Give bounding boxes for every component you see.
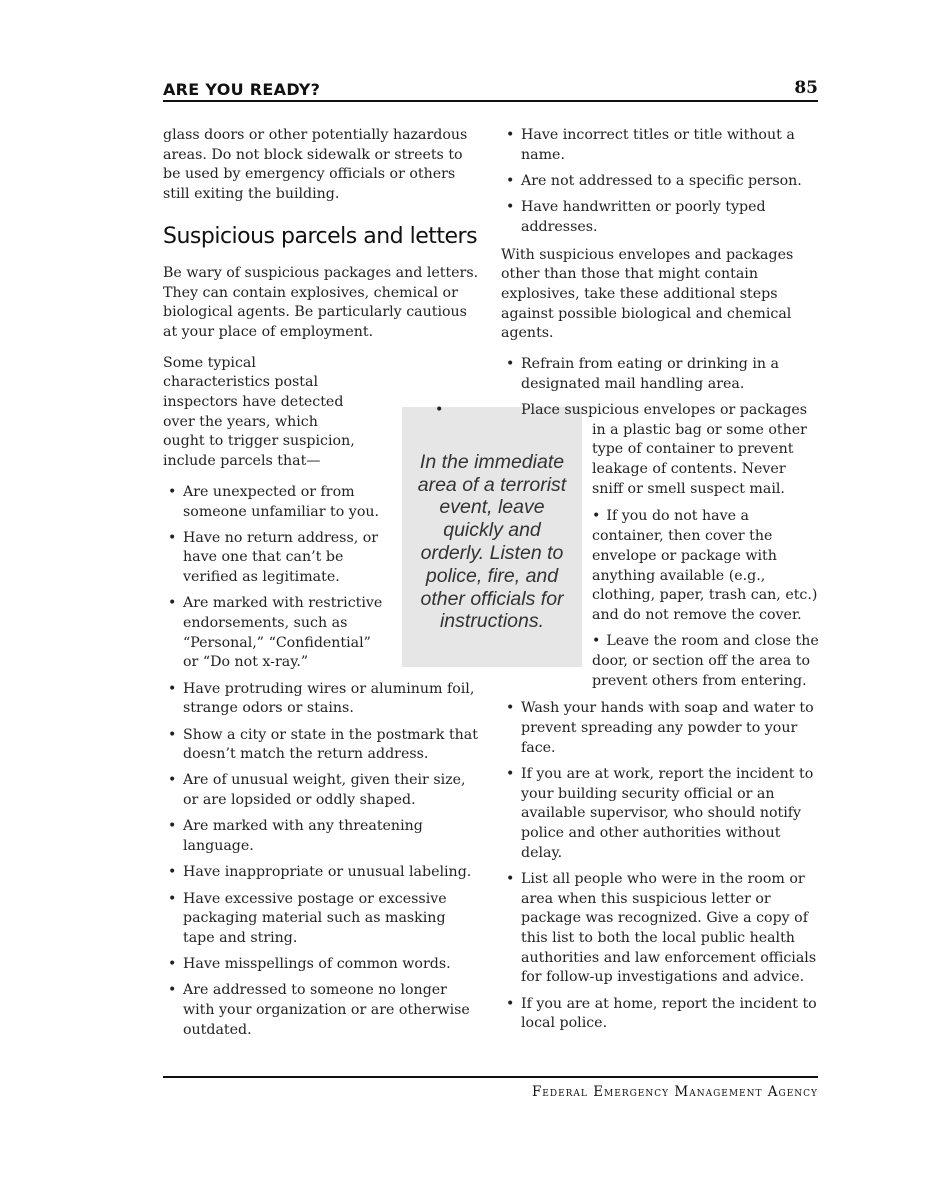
list-item: • Have inappropriate or unusual labeling. xyxy=(163,863,481,883)
list-item: • If you are at work, report the incident to your building security official or an available supervisor, who should notify police and other authorities without delay. xyxy=(501,765,821,864)
bullet-dot-icon: • xyxy=(592,633,601,650)
list-item: • Are marked with restrictive endorsements, such as “Personal,” “Confidential” or “Do not x-ray.” xyxy=(163,594,388,673)
footer-rule xyxy=(163,1076,818,1078)
paragraph-warning: Be wary of suspicious packages and letters. They can contain explosives, chemical or biological agents. Be particularly cautious at your place of employment. xyxy=(163,264,479,340)
sub-list-item xyxy=(592,632,821,691)
list-item: • Have handwritten or poorly typed addresses. xyxy=(501,198,821,237)
list-item: • Are marked with any threatening language. xyxy=(163,817,481,856)
list-item: • Have no return address, or have one that can’t be verified as legitimate. xyxy=(163,529,388,588)
page-number: 85 xyxy=(794,78,818,98)
right-column xyxy=(501,126,821,1042)
bullet-dot-icon: • xyxy=(592,508,601,525)
steps-list xyxy=(501,355,821,499)
sub-list-text: If you do not have a container, then cover the envelope or package with anything available (e.g., clothing, paper, trash can, etc.) and do not remove the cover. xyxy=(592,508,818,623)
list-item: • Are of unusual weight, given their size, or are lopsided or oddly shaped. xyxy=(163,771,481,810)
list-item: • Are unexpected or from someone unfamiliar to you. xyxy=(163,483,388,522)
list-item: • Have protruding wires or aluminum foil, strange odors or stains. xyxy=(163,680,481,719)
address-characteristics-list xyxy=(501,126,821,238)
list-item: • If you are at home, report the incident to local police. xyxy=(501,995,821,1034)
list-item: • Place suspicious envelopes or packages in a plastic bag or some other type of container to prevent leakage of contents. Never sniff or smell suspect mail. xyxy=(501,401,821,500)
characteristics-text: Some typical characteristics postal inspectors have detected over the years, which ought to trigger suspicion, include parcels that— xyxy=(163,354,355,470)
section-heading: Suspicious parcels and letters xyxy=(163,223,478,249)
sub-list-item xyxy=(592,507,821,625)
list-item: • Have excessive postage or excessive packaging material such as masking tape and string. xyxy=(163,890,481,949)
footer-agency: Federal Emergency Management Agency xyxy=(531,1084,818,1100)
list-item: • Are not addressed to a specific person. xyxy=(501,172,821,192)
list-item: • Are addressed to someone no longer with your organization or are otherwise outdated. xyxy=(163,981,481,1040)
header-title: ARE YOU READY? xyxy=(163,80,321,99)
page-header xyxy=(163,78,818,102)
list-item: • Show a city or state in the postmark that doesn’t match the return address. xyxy=(163,726,481,765)
list-item: • Have misspellings of common words. xyxy=(163,955,481,975)
sub-list-text: Leave the room and close the door, or section off the area to prevent others from entering. xyxy=(592,633,819,689)
intro-paragraph: glass doors or other potentially hazardous areas. Do not block sidewalk or streets to be used by emergency officials or others still exiting the building. xyxy=(163,127,468,203)
list-item: • Have incorrect titles or title without a name. xyxy=(501,126,821,165)
pull-quote-text: In the immediate area of a terrorist event, leave quickly and orderly. Listen to police, fire, and other officials for instructions. xyxy=(417,450,567,633)
additional-steps-paragraph: With suspicious envelopes and packages other than those that might contain explosives, take these additional steps against possible biological and chemical agents. xyxy=(501,246,794,342)
list-item: • List all people who were in the room or area when this suspicious letter or package was recognized. Give a copy of this list to both the local public health authorities and law enforcement officials for follow-up investigations and advice. xyxy=(501,870,821,988)
list-item: • Wash your hands with soap and water to prevent spreading any powder to your face. xyxy=(501,699,821,758)
list-item: • Refrain from eating or drinking in a designated mail handling area. xyxy=(501,355,821,394)
final-steps-list xyxy=(501,699,821,1034)
sub-steps-list xyxy=(592,507,821,691)
